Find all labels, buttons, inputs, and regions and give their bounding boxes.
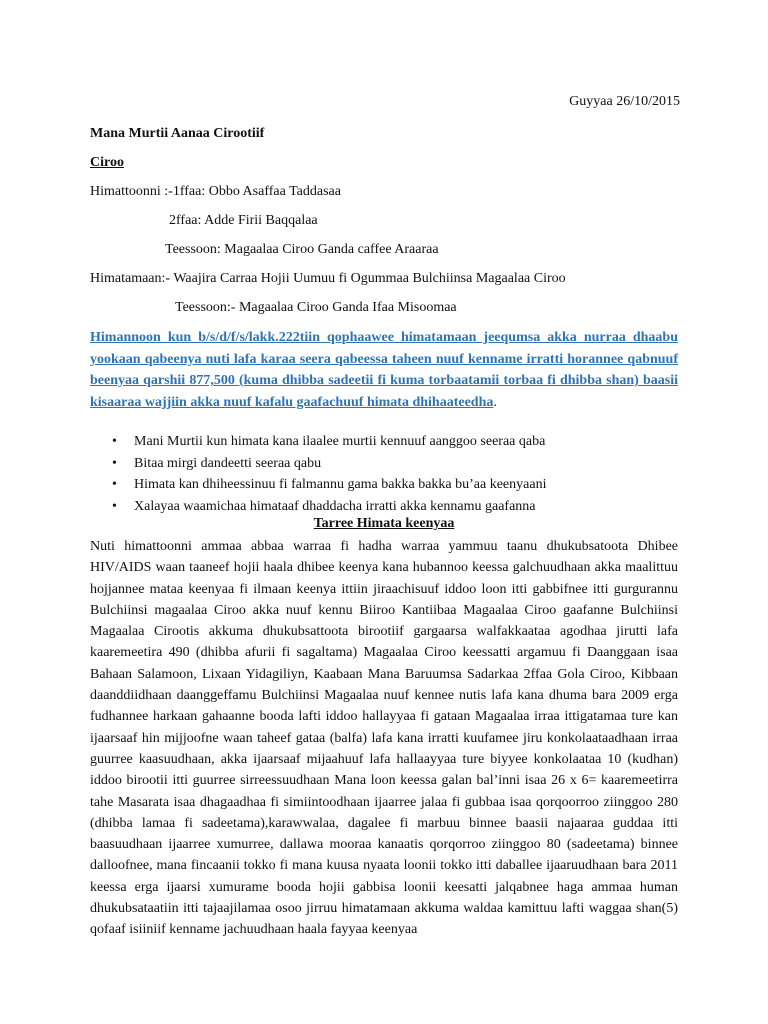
body-paragraph: Nuti himattoonni ammaa abbaa warraa fi hadha warraa yammuu taanu dhukubsatoota Dhibee HIV/AIDS waan taaneef hojii haala dhibee keenya kana hubannoo keessa galchuudhaan akka maalittuu hojjannee mataa keenyaa fi ilmaan keenya ittiin jiraachisuuf iddoo loon itti gabbifnee itti gurgurannu Bulchiinsi magaalaa Ciroo akka nuuf kennu Biiroo Kantiibaa Magaalaa Ciroo gaafanne Bulchiinsi Magaalaa Cirootis akkuma dhukubsattoota birootiif gargaarsa walfakkaataa agodhaa jirutti lafa kaaremeetira 490 (dhibba afurii fi sagaltama) Magaalaa Ciroo keessatti argamuu fi Daanggaan isaa Bahaan Salamoon, Lixaan Yidagiliyn, Kaabaan Mana Baruumsa Sadarkaa 2ffaa Gola Ciroo, Kibbaan daanddiidhaan daanggeffamu Bulchiinsi Magaalaa nuuf kennee nutis lafa kana dhuma bara 2009 erga fudhannee harkaan gahaanne booda lafti iddoo hallayyaa fi gataan Magaalaa irraa ittigatamaa ture kan ijaarsaaf hin mijjoofne waan taheef gataa (balfa) lafa kana irratti kuufamee jiru konkolaataadhaan irraa guurree kaasuudhaan, akka ijaarsaaf mijaahuuf lafa hallaayyaa ture biyyee konkolaataa 10 (kudhan) iddoo birootii itti guurree sirreessuudhaan Mana loon keessa galan bal’inni isaa 26 x 6= kaaremeetirra tahe Masarata isaa dhagaadhaa fi simiintoodhaan ijaarree jalaa fi gubbaa isaa qorqoorroo ziinggoo 280 (dhibba lamaa fi sadeetama),karawwalaa, dagalee fi marbuu binnee baasii najaaraa guddaa itti baasuudhaan ijaarree xumurree, dallawa mooraa kanaatis qorqorroo ziinggoo 80 (sadeetama) binnee dalloofnee, mana fincaanii tokko fi mana kuusa nyaata loonii tokko itti daballee ijaaruudhaan bara 2011 keessa erga ijaarsi xumurame booda hojii gabbisa loonii keesatti jalqabnee haga ammaa human dhukubsataatiin itti tajaajilamaa osoo jirruu himatamaan akkuma waldaa kamittuu lafti waggaa shan(5) qofaaf isiiniif kenname jachuudhaan haala fayyaa keenyaa	[90, 539, 678, 938]
plaintiff-1: Himattoonni :-1ffaa: Obbo Asaffaa Taddasaa	[90, 184, 341, 199]
court-title: Mana Murtii Aanaa Cirootiif	[90, 126, 265, 141]
bullet-item: • Bitaa mirgi dandeetti seeraa qabu	[134, 453, 546, 475]
bullet-item: • Mani Murtii kun himata kana ilaalee murtii kennuuf aanggoo seeraa qaba	[134, 431, 546, 453]
plaintiff-address: Teessoon: Magaalaa Ciroo Ganda caffee Araaraa	[165, 242, 439, 257]
bullet-item: • Xalayaa waamichaa himataaf dhaddacha irratti akka kennamu gaafanna	[134, 496, 546, 518]
defendant-address: Teessoon:- Magaalaa Ciroo Ganda Ifaa Misoomaa	[175, 300, 457, 315]
section-heading: Tarree Himata keenyaa	[313, 516, 455, 531]
claim-summary-end: .	[493, 394, 497, 410]
claim-summary-text: Himannoon kun b/s/d/f/s/lakk.222tiin qophaawee himatamaan jeequmsa akka nurraa dhaabu yookaan qabeenya nuti lafa karaa seera qabeessa taheen nuuf kenname irratti horannee qabnuuf beenyaa qarshii 877,500 (kuma dhibba sadeetii fi kuma torbaatamii torbaa fi dhibba shan) baasii kisaaraa wajjiin akka nuuf kafalu gaafachuuf himata dhihaateedha	[90, 330, 678, 410]
plaintiff-2: 2ffaa: Adde Firii Baqqalaa	[169, 213, 318, 228]
defendant: Himatamaan:- Waajira Carraa Hojii Uumuu fi Ogummaa Bulchiinsa Magaalaa Ciroo	[90, 271, 566, 286]
place-heading: Ciroo	[90, 155, 124, 170]
document-date: Guyyaa 26/10/2015	[569, 94, 680, 109]
bullet-item: • Himata kan dhiheessinuu fi falmannu gama bakka bakka bu’aa keenyaani	[134, 474, 546, 496]
claim-bullets	[90, 431, 546, 517]
claim-summary	[90, 327, 678, 413]
